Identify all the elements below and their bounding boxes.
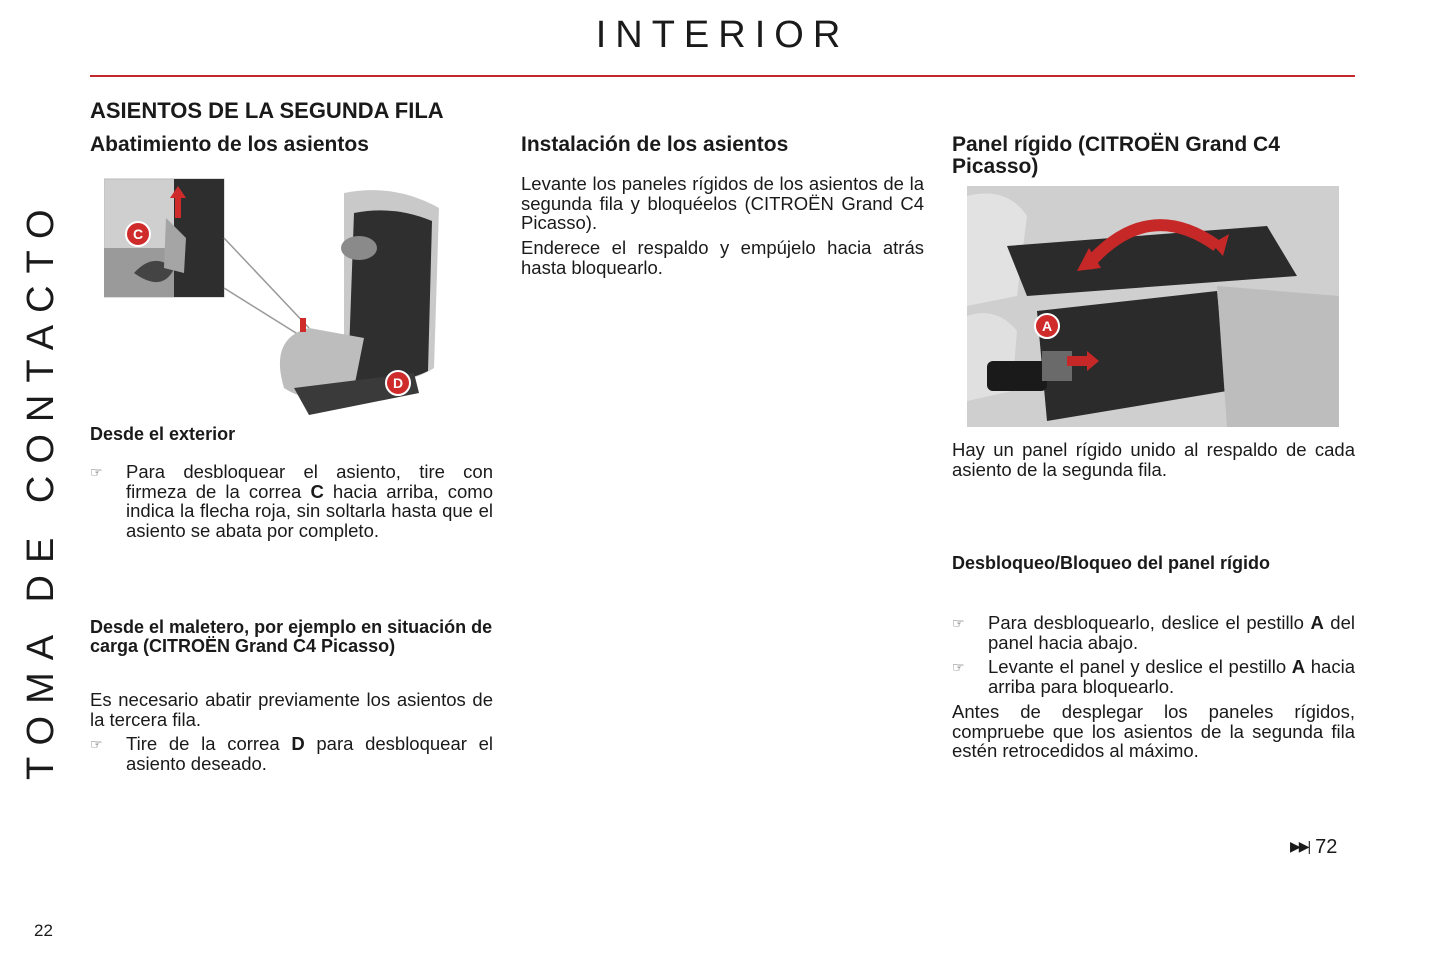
rigid-panel-drawing — [967, 186, 1339, 427]
paragraph-straighten-backrest: Enderece el respaldo y empújelo hacia atrás hasta bloquearlo. — [521, 237, 924, 278]
header-divider — [90, 75, 1355, 77]
seat-drawing — [104, 178, 444, 418]
callout-a: A — [1041, 318, 1053, 334]
pointing-hand-icon: ☞ — [90, 736, 103, 752]
heading-installation: Instalación de los asientos — [521, 133, 789, 156]
rigid-panel-photo — [967, 186, 1339, 427]
paragraph-panel-attached: Hay un panel rígido unido al respaldo de cada asiento de la segunda fila. — [952, 439, 1355, 480]
fast-forward-icon: ▶▶| — [1290, 838, 1310, 854]
heading-rigid-panel: Panel rígido (CITROËN Grand C4 Picasso) — [952, 133, 1280, 178]
callout-c: C — [132, 226, 144, 242]
paragraph-before-deploying: Antes de desplegar los paneles rígidos, compruebe que los asientos de la segunda fila estén retrocedidos al máximo. — [952, 701, 1355, 761]
heading-folding: Abatimiento de los asientos — [90, 133, 369, 156]
page-number: 22 — [34, 921, 53, 940]
section-title: ASIENTOS DE LA SEGUNDA FILA — [90, 98, 444, 123]
bullet-strap-d: ☞ Tire de la correa D para desbloquear el asiento deseado. — [90, 733, 493, 774]
page-title: INTERIOR — [595, 14, 850, 56]
pointing-hand-icon: ☞ — [90, 464, 103, 480]
sub-heading-boot: Desde el maletero, por ejemplo en situación de carga (CITROËN Grand C4 Picasso) — [90, 617, 493, 656]
bullet-unlock-panel: ☞ Para desbloquearlo, deslice el pestillo A del panel hacia abajo. — [952, 612, 1355, 653]
callout-d: D — [392, 375, 404, 391]
bullet-unlock-strap-c: ☞ Para desbloquear el asiento, tire con firmeza de la correa C hacia arriba, como indica la flecha roja, sin soltarla hasta que el asiento se abata por completo. — [90, 461, 493, 541]
pointing-hand-icon: ☞ — [952, 615, 965, 631]
paragraph-lift-panels: Levante los paneles rígidos de los asientos de la segunda fila y bloquéelos (CITROËN Grand C4 Picasso). — [521, 173, 924, 233]
sub-heading-unlock-lock: Desbloqueo/Bloqueo del panel rígido — [952, 553, 1271, 573]
paragraph-third-row: Es necesario abatir previamente los asientos de la tercera fila. — [90, 689, 493, 730]
chapter-side-label: TOMA DE CONTACTO — [20, 197, 62, 780]
bullet-lock-panel: ☞ Levante el panel y deslice el pestillo A hacia arriba para bloquearlo. — [952, 656, 1355, 697]
sub-heading-exterior: Desde el exterior — [90, 424, 236, 444]
next-page-reference[interactable]: ▶▶| 72 — [1290, 836, 1338, 858]
seat-illustration — [104, 178, 444, 418]
pointing-hand-icon: ☞ — [952, 659, 965, 675]
